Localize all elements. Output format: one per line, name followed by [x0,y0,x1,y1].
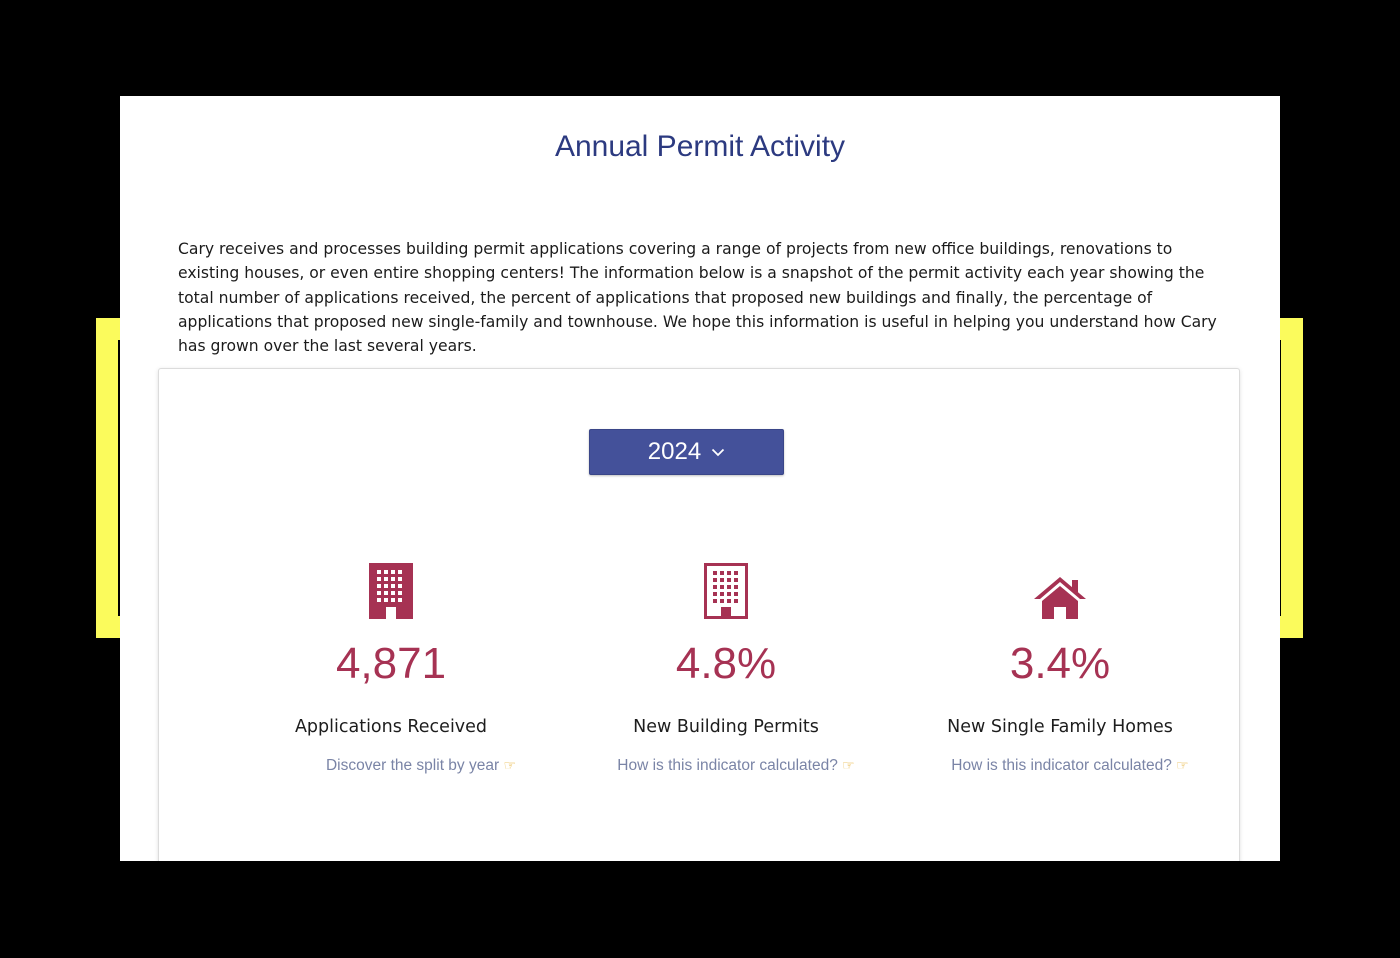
stat-value: 4.8% [675,639,777,688]
building-outline-icon [704,563,748,619]
link-text: Discover the split by year [325,757,500,774]
year-select-value: 2024 [647,438,702,465]
pointing-hand-icon: ☞ [842,757,855,773]
stat-label: New Building Permits [633,717,819,737]
intro-paragraph: Cary receives and processes building permit applications covering a range of projects from new office buildings, renovations to existing houses, or even entire shopping centers! The information below is a snapshot of the permit activity each year showing the total number of applications received, the percent of applications that proposed new buildings and finally, the percentage of applications that proposed new single-family and townhouse. We hope this information is useful in helping you understand how Cary has grown over the last several years. [178,240,1217,356]
office-building-icon [369,563,413,619]
link-text: How is this indicator calculated? [951,757,1172,774]
permit-stats-card [158,368,1240,861]
indicator-calculation-link[interactable] [556,757,896,775]
chevron-down-icon [711,448,725,457]
pointing-hand-icon: ☞ [503,757,517,773]
pointing-hand-icon: ☞ [1176,757,1189,773]
link-text: How is this indicator calculated? [617,757,838,774]
stat-new-building-permits [556,559,896,775]
stat-value: 3.4% [1009,639,1111,688]
stat-new-single-family-homes [890,559,1230,775]
page-title: Annual Permit Activity [554,130,846,163]
discover-split-link[interactable] [221,757,561,775]
stat-applications-received [221,559,561,775]
indicator-calculation-link[interactable] [890,757,1230,775]
house-icon [1034,577,1086,619]
stat-label: New Single Family Homes [947,717,1173,737]
page-content [120,96,1280,861]
stat-value: 4,871 [335,639,447,688]
stat-label: Applications Received [294,717,488,737]
year-select[interactable] [589,429,784,475]
